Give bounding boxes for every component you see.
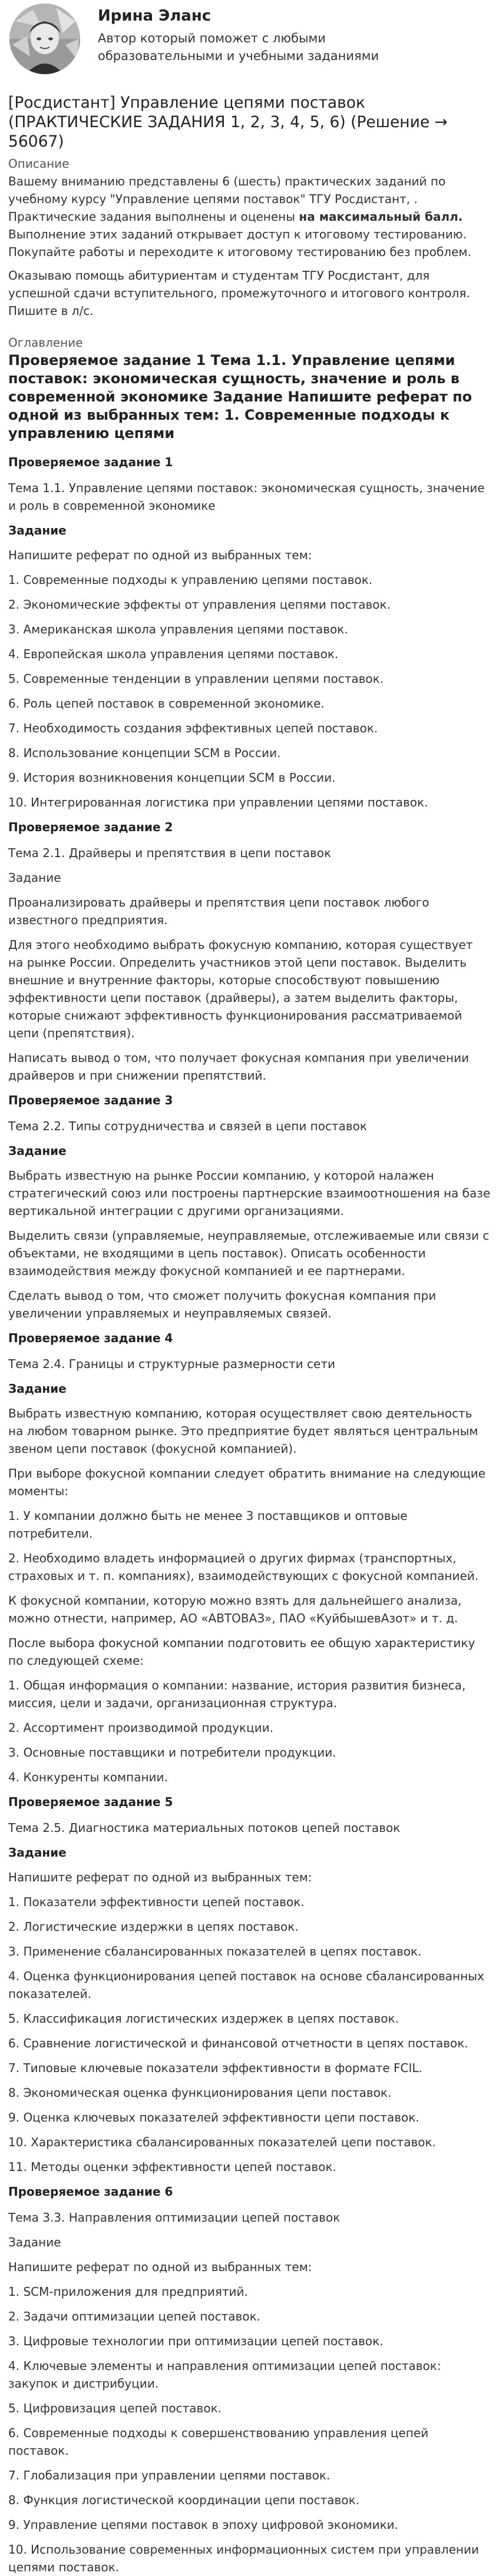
task-theme: Тема 2.5. Диагностика материальных потоков цепей поставок	[8, 1821, 401, 1835]
task-text: 5. Цифровизация цепей поставок.	[8, 2401, 222, 2415]
task-text: 7. Глобализация при управлении цепями поставок.	[8, 2468, 331, 2482]
task-text: 4. Европейская школа управления цепями поставок.	[8, 647, 339, 661]
task-section	[8, 1091, 491, 1322]
description-paragraph-2: Оказываю помощь абитуриентам и студентам ТГУ Росдистант, для успешной сдачи вступительного, промежуточного и итогового контроля. Пишите в л/с.	[8, 268, 470, 318]
task-theme: Тема 2.2. Типы сотрудничества и связей в цепи поставок	[8, 1119, 367, 1133]
task-text: Напишите реферат по одной из выбранных тем:	[8, 2260, 312, 2274]
avatar-photo-icon	[9, 4, 80, 74]
task-text: 4. Оценка функционирования цепей поставок на основе сбалансированных показателей.	[8, 1969, 484, 2001]
task-heading: Проверяемое задание 5	[8, 1795, 173, 1809]
task-theme: Тема 3.3. Направления оптимизации цепей поставок	[8, 2210, 341, 2225]
task-text: 2. Необходимо владеть информацией о других фирмах (транспортных, страховых и т. п. компаниях), взаимодействующих с фокусной компанией.	[8, 1551, 479, 1583]
task-subheading: Задание	[8, 2235, 61, 2249]
task-text: 1. Общая информация о компании: название, история развития бизнеса, миссия, цели и задачи, организационная структура.	[8, 1678, 466, 1710]
task-text: Напишите реферат по одной из выбранных тем:	[8, 1870, 312, 1884]
tasks-list	[8, 453, 491, 2576]
task-text: 1. SCM-приложения для предприятий.	[8, 2285, 248, 2299]
task-text: 3. Цифровые технологии при оптимизации цепей поставок.	[8, 2334, 384, 2348]
author-name[interactable]: Ирина Эланс	[98, 7, 212, 25]
description-text-c: Выполнение этих заданий открывает доступ к итоговому тестированию. Покупайте работы и переходите к итоговому тестированию без проблем.	[8, 227, 471, 259]
task-text: 10. Использование современных информационных систем при управлении цепями поставок.	[8, 2542, 479, 2574]
task-text: 9. История возникновения концепции SCM в России.	[8, 771, 336, 785]
toc-text: Проверяемое задание 1 Тема 1.1. Управление цепями поставок: экономическая сущность, значение и роль в современной экономике Задание Напишите реферат по одной из выбранных тем: 1. Современные подходы к управлению цепями	[8, 352, 472, 441]
description-text-a: Вашему вниманию представлены 6 (шесть) практических заданий по учебному курсу "Управление цепями поставок" ТГУ Росдистант, . Практические задания выполнены и оценены	[8, 174, 446, 224]
task-text: Для этого необходимо выбрать фокусную компанию, которая существует на рынке России. Определить участников этой цепи поставок. Выделить внешние и внутренние факторы, которые способствуют повышению эффективности цепи поставок (драйверы), а затем выделить факторы, которые снижают эффективность функционирования рассматриваемой цепи (препятствия).	[8, 938, 473, 1040]
task-text: 3. Основные поставщики и потребители продукции.	[8, 1745, 336, 1760]
task-section	[8, 1329, 491, 1786]
task-text: 4. Ключевые элементы и направления оптимизации цепей поставок: закупок и дистрибуции.	[8, 2359, 441, 2391]
task-theme: Тема 1.1. Управление цепями поставок: экономическая сущность, значение и роль в современной экономике	[8, 481, 485, 513]
task-text: 10. Характеристика сбалансированных показателей цепи поставок.	[8, 2135, 436, 2149]
task-text: 4. Конкуренты компании.	[8, 1770, 168, 1784]
task-heading: Проверяемое задание 4	[8, 1331, 173, 1345]
task-subheading: Задание	[8, 523, 67, 537]
avatar[interactable]	[9, 4, 80, 74]
task-text: 3. Применение сбалансированных показателей в цепях поставок.	[8, 1944, 422, 1958]
page-title: [Росдистант] Управление цепями поставок (ПРАКТИЧЕСКИЕ ЗАДАНИЯ 1, 2, 3, 4, 5, 6) (Решение → 56067)	[8, 94, 448, 151]
task-text: 8. Экономическая оценка функционирования цепи поставок.	[8, 2086, 392, 2100]
task-text: 1. Современные подходы к управлению цепями поставок.	[8, 573, 373, 587]
task-text: 9. Управление цепями поставок в эпоху цифровой экономики.	[8, 2518, 399, 2532]
task-text: 8. Функция логистической координации цепи поставок.	[8, 2493, 360, 2507]
description-paragraph	[8, 172, 491, 261]
description-text-bold: на максимальный балл.	[299, 210, 463, 224]
task-text: 3. Американская школа управления цепями поставок.	[8, 622, 348, 636]
task-subheading: Задание	[8, 1144, 67, 1158]
task-text: 2. Логистические издержки в цепях поставок.	[8, 1920, 299, 1934]
task-text: 5. Классификация логистических издержек в цепях поставок.	[8, 2011, 399, 2026]
task-heading: Проверяемое задание 1	[8, 455, 173, 469]
author-info	[98, 4, 451, 65]
task-heading: Проверяемое задание 6	[8, 2185, 173, 2199]
task-text: После выбора фокусной компании подготовить ее общую характеристику по следующей схеме:	[8, 1636, 475, 1668]
task-text: 8. Использование концепции SCM в России.	[8, 746, 281, 760]
task-section	[8, 2183, 491, 2576]
author-block	[8, 4, 491, 77]
task-text: К фокусной компании, которую можно взять для дальнейшего анализа, можно отнести, например, АО «АВТОВАЗ», ПАО «КуйбышевАзот» и т. д.	[8, 1594, 462, 1625]
task-text: 2. Экономические эффекты от управления цепями поставок.	[8, 597, 391, 612]
task-text: 1. Показатели эффективности цепей поставок.	[8, 1895, 305, 1909]
task-text: 2. Ассортимент производимой продукции.	[8, 1721, 274, 1735]
task-text: Выбрать известную на рынке России компанию, у которой налажен стратегический союз или построены партнерские взаимоотношения на базе вертикальной интеграции с другими организациями.	[8, 1169, 491, 1218]
task-section	[8, 1793, 491, 2176]
task-text: Написать вывод о том, что получает фокусная компания при увеличении драйверов и при снижении препятствий.	[8, 1051, 470, 1083]
task-text: 6. Сравнение логистической и финансовой отчетности в цепях поставок.	[8, 2036, 468, 2050]
task-text: При выборе фокусной компании следует обратить внимание на следующие моменты:	[8, 1466, 486, 1498]
task-section	[8, 818, 491, 1084]
task-theme: Тема 2.1. Драйверы и препятствия в цепи поставок	[8, 846, 332, 860]
task-subheading: Задание	[8, 1845, 67, 1860]
toc-label: Оглавление	[8, 336, 83, 350]
task-text: 9. Оценка ключевых показателей эффективности цепи поставок.	[8, 2110, 419, 2124]
task-heading: Проверяемое задание 3	[8, 1093, 173, 1107]
description-label: Описание	[8, 157, 70, 171]
task-section	[8, 453, 491, 811]
task-subheading: Задание	[8, 871, 61, 885]
task-subheading: Задание	[8, 1382, 67, 1396]
task-text: Выбрать известную компанию, которая осуществляет свою деятельность на любом товарном рынке. Это предприятие будет являться центральным звеном цепи поставок (фокусной компанией).	[8, 1406, 478, 1456]
author-description: Автор который поможет с любыми образовательными и учебными заданиями	[98, 31, 379, 63]
task-text: 7. Необходимость создания эффективных цепей поставок.	[8, 721, 378, 735]
task-text: Напишите реферат по одной из выбранных тем:	[8, 548, 312, 562]
task-text: 5. Современные тенденции в управлении цепями поставок.	[8, 672, 384, 686]
task-text: 11. Методы оценки эффективности цепей поставок.	[8, 2160, 336, 2174]
task-theme: Тема 2.4. Границы и структурные размерности сети	[8, 1357, 335, 1371]
task-text: 6. Современные подходы к совершенствованию управления цепей поставок.	[8, 2426, 429, 2458]
task-text: Сделать вывод о том, что сможет получить фокусная компания при увеличении управляемых и неуправляемых связей.	[8, 1289, 437, 1320]
task-heading: Проверяемое задание 2	[8, 820, 173, 834]
task-text: 10. Интегрированная логистика при управлении цепями поставок.	[8, 795, 428, 809]
task-text: 2. Задачи оптимизации цепей поставок.	[8, 2309, 261, 2323]
task-text: Выделить связи (управляемые, неуправляемые, отслеживаемые или связи с объектами, не входящими в цепь поставок). Описать особенности взаимодействия между фокусной компанией и ее партнерами.	[8, 1229, 490, 1278]
task-text: 1. У компании должно быть не менее 3 поставщиков и оптовые потребители.	[8, 1509, 408, 1541]
task-text: 7. Типовые ключевые показатели эффективности в формате FCIL.	[8, 2061, 422, 2075]
task-text: 6. Роль цепей поставок в современной экономике.	[8, 696, 325, 711]
task-text: Проанализировать драйверы и препятствия цепи поставок любого известного предприятия.	[8, 895, 429, 927]
